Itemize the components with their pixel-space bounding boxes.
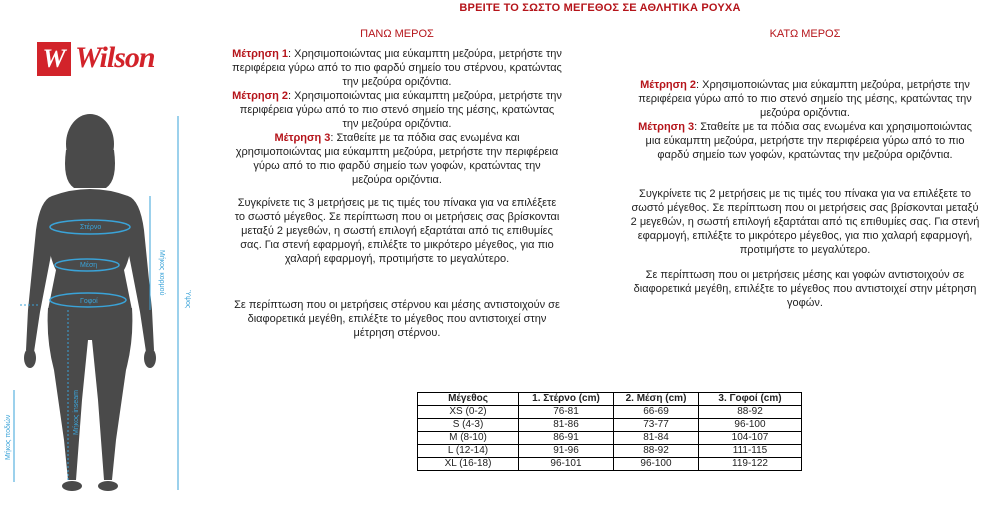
inseam-label: Μήκος inseam <box>73 390 80 435</box>
top-m2-text: : Χρησιμοποιώντας μια εύκαμπτη μεζούρα, μετρήστε την περιφέρεια γύρω από το πιο στενό σημείο της μέσης, κρατώντας την μεζούρα οριζόντια. <box>239 90 562 130</box>
wilson-logo <box>37 42 177 76</box>
top-m1-text: : Χρησιμοποιώντας μια εύκαμπτη μεζούρα, μετρήστε την περιφέρεια γύρω από το πιο φαρδύ σημείο του στέρνου, κρατώντας την μεζούρα οριζόντια. <box>232 48 562 88</box>
bottom-compare-text: Συγκρίνετε τις 2 μετρήσεις με τις τιμές του πίνακα για να επιλέξετε το σωστό μέγεθος. Σε περίπτωση που οι μετρήσεις σας βρίσκονται μεταξύ 2 μεγεθών, η σωστή επιλογή εξαρτάται από τις επιθυμίες σας. Για στενή εφαρμογή, επιλέξτε το μικρότερο μέγεθος, για πιο χαλαρή εφαρμογή, προτιμήστε το μεγαλύτερο. <box>630 188 980 256</box>
bottom-m2-label: Μέτρηση 2 <box>640 79 697 91</box>
cell-hips: 88-92 <box>699 406 802 419</box>
header-hips: 3. Γοφοί (cm) <box>699 393 802 406</box>
table-row <box>418 406 802 419</box>
top-section-heading: ΠΑΝΩ ΜΕΡΟΣ <box>360 28 434 40</box>
cell-size: XS (0-2) <box>418 406 519 419</box>
cell-size: XL (16-18) <box>418 458 519 471</box>
table-row <box>418 458 802 471</box>
bottom-m2-text: : Χρησιμοποιώντας μια εύκαμπτη μεζούρα, μετρήστε την περιφέρεια γύρω από το πιο στενό σημείο της μέσης, κρατώντας την μεζούρα οριζόντια. <box>638 79 972 119</box>
height-label: Ύψος <box>184 290 191 309</box>
cell-chest: 81-86 <box>519 419 614 432</box>
cell-waist: 81-84 <box>614 432 699 445</box>
cell-hips: 119-122 <box>699 458 802 471</box>
top-m1-label: Μέτρηση 1 <box>232 48 289 60</box>
cell-waist: 73-77 <box>614 419 699 432</box>
hips-label: Γοφοί <box>80 298 98 305</box>
table-row <box>418 445 802 458</box>
header-waist: 2. Μέση (cm) <box>614 393 699 406</box>
cell-hips: 96-100 <box>699 419 802 432</box>
waist-label: Μέση <box>80 262 98 269</box>
wilson-logo-mark: W <box>37 42 71 76</box>
cell-size: M (8-10) <box>418 432 519 445</box>
torso-length-label: Μήκος κορμού <box>158 250 165 296</box>
cell-size: S (4-3) <box>418 419 519 432</box>
top-measurements <box>232 47 562 187</box>
cell-chest: 76-81 <box>519 406 614 419</box>
top-compare-text: Συγκρίνετε τις 3 μετρήσεις με τις τιμές του πίνακα για να επιλέξετε το σωστό μέγεθος. Σε περίπτωση που οι μετρήσεις σας βρίσκονται μεταξύ 2 μεγεθών, η σωστή επιλογή εξαρτάται από τις επιθυμίες σας. Για στενή εφαρμογή, επιλέξτε το μικρότερο μέγεθος, για πιο χαλαρή εφαρμογή, προτιμήστε το μεγαλύτερο. <box>234 197 560 265</box>
top-note-text: Σε περίπτωση που οι μετρήσεις στέρνου και μέσης αντιστοιχούν σε διαφορετικά μεγέθη, επιλέξτε το μέγεθος που αντιστοιχεί στην μέτρηση στέρνου. <box>234 299 560 339</box>
cell-chest: 96-101 <box>519 458 614 471</box>
header-chest: 1. Στέρνο (cm) <box>519 393 614 406</box>
top-m3-text: : Σταθείτε με τα πόδια σας ενωμένα και χρησιμοποιώντας μια εύκαμπτη μεζούρα, μετρήστε την περιφέρεια γύρω από το πιο φαρδύ σημείο των γοφών, κρατώντας την μεζούρα οριζόντια. <box>235 132 559 186</box>
wilson-logo-text: Wilson <box>75 41 155 74</box>
cell-waist: 66-69 <box>614 406 699 419</box>
chest-label: Στέρνο <box>80 224 102 231</box>
bottom-m3-label: Μέτρηση 3 <box>638 121 695 133</box>
cell-waist: 88-92 <box>614 445 699 458</box>
cell-chest: 86-91 <box>519 432 614 445</box>
bottom-section-heading: ΚΑΤΩ ΜΕΡΟΣ <box>769 28 841 40</box>
table-row <box>418 419 802 432</box>
page-title: ΒΡΕΙΤΕ ΤΟ ΣΩΣΤΟ ΜΕΓΕΘΟΣ ΣΕ ΑΘΛΗΤΙΚΑ ΡΟΥΧΑ <box>459 2 741 14</box>
size-table-header <box>418 393 802 406</box>
cell-hips: 111-115 <box>699 445 802 458</box>
bottom-note-text: Σε περίπτωση που οι μετρήσεις μέσης και γοφών αντιστοιχούν σε διαφορετικά μεγέθη, επιλέξτε το μέγεθος που αντιστοιχεί στην μέτρηση γοφών. <box>633 269 977 309</box>
bottom-m3-text: : Σταθείτε με τα πόδια σας ενωμένα και χρησιμοποιώντας μια εύκαμπτη μεζούρα, μετρήστε την περιφέρεια γύρω από το πιο φαρδύ σημείο των γοφών, κρατώντας την μεζούρα οριζόντια. <box>645 121 972 161</box>
size-table <box>417 392 802 471</box>
top-m3-label: Μέτρηση 3 <box>274 132 331 144</box>
leg-length-label: Μήκος ποδιών <box>5 414 12 460</box>
cell-size: L (12-14) <box>418 445 519 458</box>
body-measurement-figure <box>0 100 230 509</box>
table-row <box>418 432 802 445</box>
bottom-measurements <box>630 78 980 162</box>
header-size: Μέγεθος <box>418 393 519 406</box>
top-m2-label: Μέτρηση 2 <box>232 90 289 102</box>
cell-hips: 104-107 <box>699 432 802 445</box>
cell-chest: 91-96 <box>519 445 614 458</box>
cell-waist: 96-100 <box>614 458 699 471</box>
